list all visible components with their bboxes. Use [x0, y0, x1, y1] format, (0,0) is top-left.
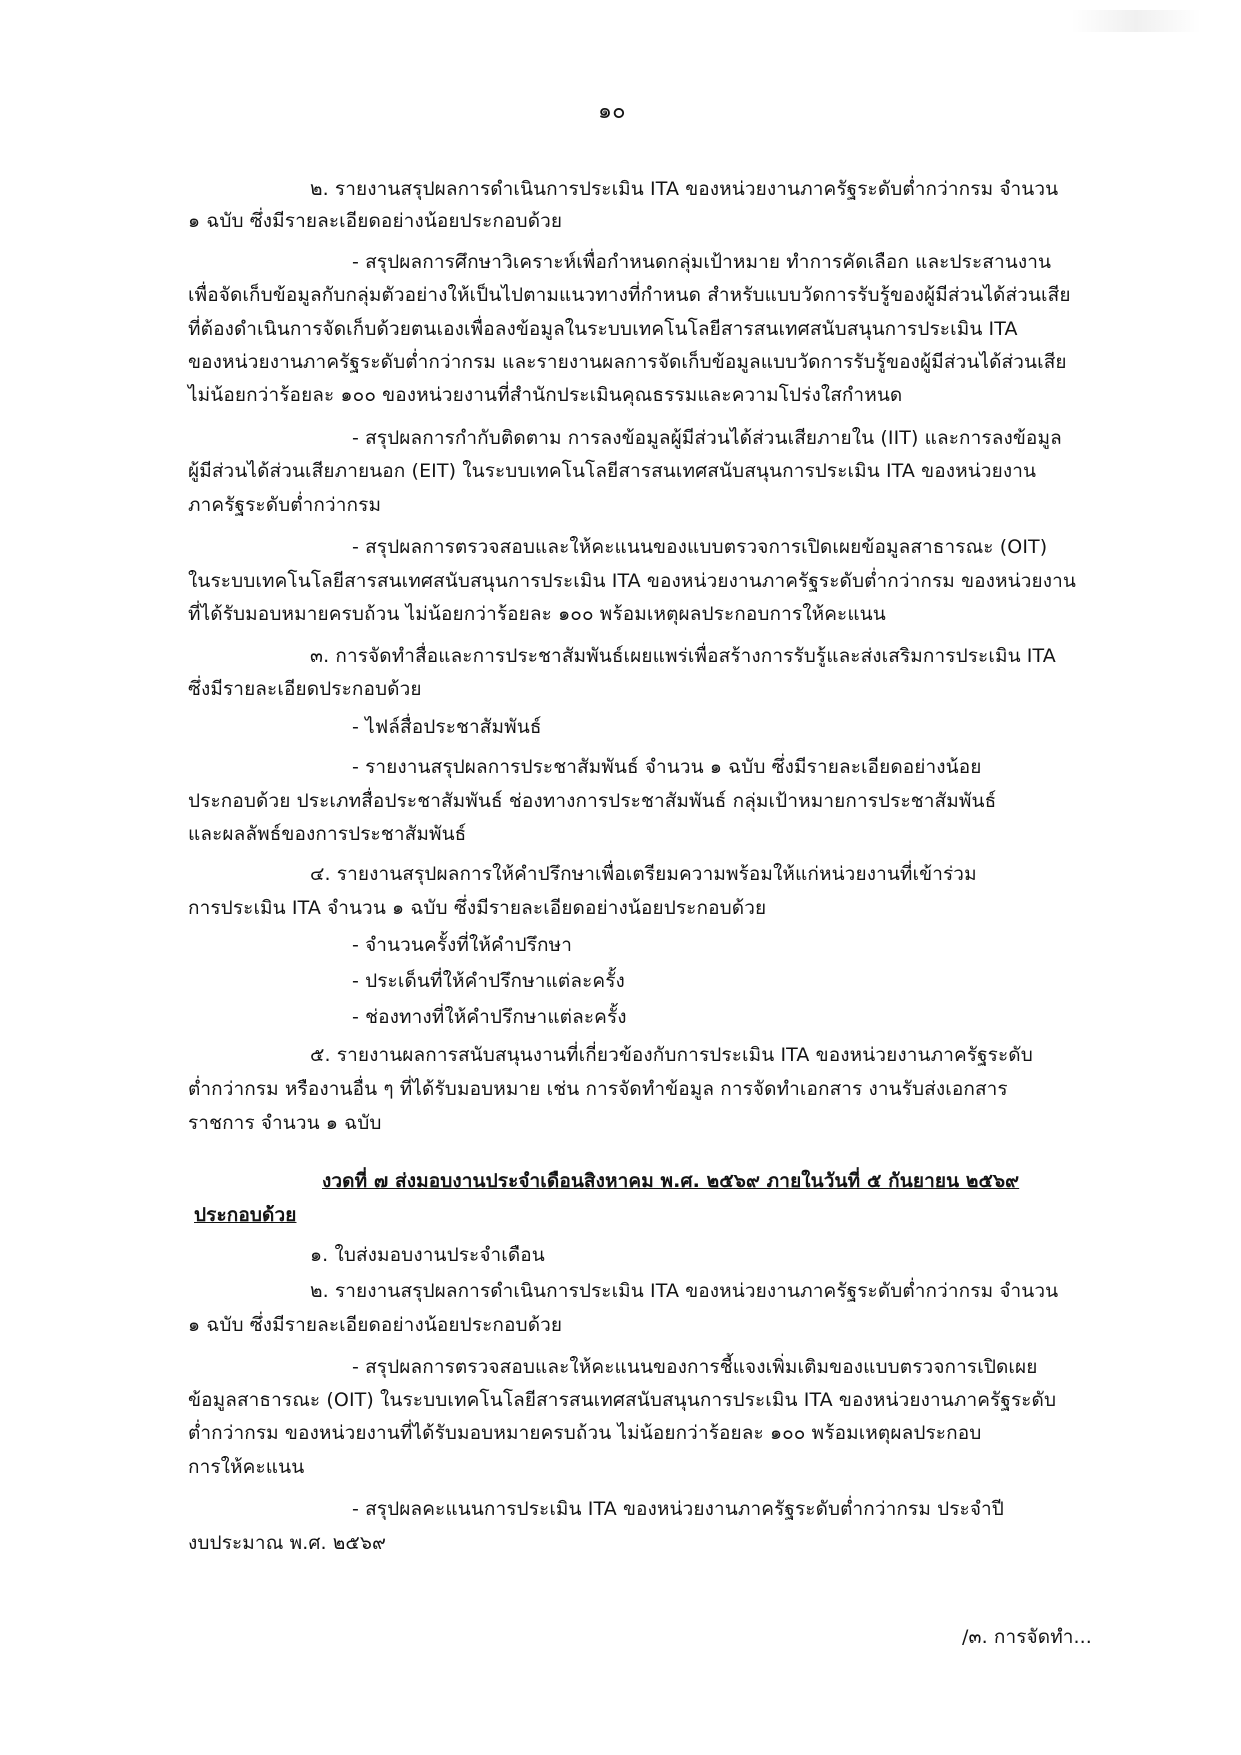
- text-line: - สรุปผลการศึกษาวิเคราะห์เพื่อกำหนดกลุ่มเป้าหมาย ทำการคัดเลือก และประสานงาน: [352, 251, 1052, 273]
- section-heading-cont: ประกอบด้วย: [194, 1204, 297, 1226]
- text-line: ของหน่วยงานภาครัฐระดับต่ำกว่ากรม และรายงานผลการจัดเก็บข้อมูลแบบวัดการรับรู้ของผู้มีส่วนได้ส่วนเสีย: [188, 351, 1067, 373]
- text-line: - จำนวนครั้งที่ให้คำปรึกษา: [352, 934, 573, 956]
- text-line: ภาครัฐระดับต่ำกว่ากรม: [188, 494, 382, 516]
- text-line: ราชการ จำนวน ๑ ฉบับ: [188, 1112, 382, 1134]
- text-line: - สรุปผลคะแนนการประเมิน ITA ของหน่วยงานภาครัฐระดับต่ำกว่ากรม ประจำปี: [352, 1498, 1004, 1520]
- text-line: - สรุปผลการตรวจสอบและให้คะแนนของการชี้แจงเพิ่มเติมของแบบตรวจการเปิดเผย: [352, 1356, 1038, 1378]
- scan-smudge: [1071, 10, 1201, 32]
- text-line: - ประเด็นที่ให้คำปรึกษาแต่ละครั้ง: [352, 970, 625, 992]
- text-line: ๕. รายงานผลการสนับสนุนงานที่เกี่ยวข้องกับการประเมิน ITA ของหน่วยงานภาครัฐระดับ: [310, 1044, 1033, 1066]
- text-line: ซึ่งมีรายละเอียดประกอบด้วย: [188, 678, 422, 700]
- text-line: ๑. ใบส่งมอบงานประจำเดือน: [310, 1244, 545, 1266]
- text-line: ที่ได้รับมอบหมายครบถ้วน ไม่น้อยกว่าร้อยละ ๑๐๐ พร้อมเหตุผลประกอบการให้คะแนน: [188, 603, 886, 625]
- text-line: - สรุปผลการตรวจสอบและให้คะแนนของแบบตรวจการเปิดเผยข้อมูลสาธารณะ (OIT): [352, 536, 1048, 558]
- text-line: ต่ำกว่ากรม หรืองานอื่น ๆ ที่ได้รับมอบหมาย เช่น การจัดทำข้อมูล การจัดทำเอกสาร งานรับส่งเอกสาร: [188, 1078, 1008, 1100]
- text-line: และผลลัพธ์ของการประชาสัมพันธ์: [188, 823, 467, 845]
- text-line: ที่ต้องดำเนินการจัดเก็บด้วยตนเองเพื่อลงข้อมูลในระบบเทคโนโลยีสารสนเทศสนับสนุนการประเมิน ITA: [188, 318, 1018, 340]
- text-line: เพื่อจัดเก็บข้อมูลกับกลุ่มตัวอย่างให้เป็นไปตามแนวทางที่กำหนด สำหรับแบบวัดการรับรู้ของผู้มีส่วนได้ส่วนเสีย: [188, 284, 1071, 306]
- text-line: ๑ ฉบับ ซึ่งมีรายละเอียดอย่างน้อยประกอบด้วย: [188, 210, 563, 232]
- footer-continuation: /๓. การจัดทำ...: [962, 1626, 1092, 1648]
- section-heading: งวดที่ ๗ ส่งมอบงานประจำเดือนสิงหาคม พ.ศ. ๒๕๖๙ ภายในวันที่ ๕ กันยายน ๒๕๖๙: [322, 1170, 1020, 1192]
- text-line: ไม่น้อยกว่าร้อยละ ๑๐๐ ของหน่วยงานที่สำนักประเมินคุณธรรมและความโปร่งใสกำหนด: [188, 384, 903, 406]
- text-line: - รายงานสรุปผลการประชาสัมพันธ์ จำนวน ๑ ฉบับ ซึ่งมีรายละเอียดอย่างน้อย: [352, 756, 982, 778]
- text-line: ผู้มีส่วนได้ส่วนเสียภายนอก (EIT) ในระบบเทคโนโลยีสารสนเทศสนับสนุนการประเมิน ITA ของหน่วยงาน: [188, 460, 1037, 482]
- text-line: งบประมาณ พ.ศ. ๒๕๖๙: [188, 1532, 387, 1554]
- text-line: - สรุปผลการกำกับติดตาม การลงข้อมูลผู้มีส่วนได้ส่วนเสียภายใน (IIT) และการลงข้อมูล: [352, 427, 1062, 449]
- text-line: ข้อมูลสาธารณะ (OIT) ในระบบเทคโนโลยีสารสนเทศสนับสนุนการประเมิน ITA ของหน่วยงานภาครัฐระดับ: [188, 1389, 1057, 1411]
- page-number: ๑๐: [598, 99, 626, 124]
- text-line: ๑ ฉบับ ซึ่งมีรายละเอียดอย่างน้อยประกอบด้วย: [188, 1314, 563, 1336]
- text-line: - ไฟล์สื่อประชาสัมพันธ์: [352, 716, 542, 738]
- text-line: ต่ำกว่ากรม ของหน่วยงานที่ได้รับมอบหมายครบถ้วน ไม่น้อยกว่าร้อยละ ๑๐๐ พร้อมเหตุผลประกอบ: [188, 1422, 982, 1444]
- text-line: ๒. รายงานสรุปผลการดำเนินการประเมิน ITA ของหน่วยงานภาครัฐระดับต่ำกว่ากรม จำนวน: [310, 1280, 1059, 1302]
- text-line: ประกอบด้วย ประเภทสื่อประชาสัมพันธ์ ช่องทางการประชาสัมพันธ์ กลุ่มเป้าหมายการประชาสัมพันธ์: [188, 790, 997, 812]
- text-line: ในระบบเทคโนโลยีสารสนเทศสนับสนุนการประเมิน ITA ของหน่วยงานภาครัฐระดับต่ำกว่ากรม ของหน่วยงาน: [188, 570, 1076, 592]
- text-line: การประเมิน ITA จำนวน ๑ ฉบับ ซึ่งมีรายละเอียดอย่างน้อยประกอบด้วย: [188, 897, 767, 919]
- text-line: ๓. การจัดทำสื่อและการประชาสัมพันธ์เผยแพร่เพื่อสร้างการรับรู้และส่งเสริมการประเมิน ITA: [310, 645, 1056, 667]
- text-line: ๒. รายงานสรุปผลการดำเนินการประเมิน ITA ของหน่วยงานภาครัฐระดับต่ำกว่ากรม จำนวน: [310, 178, 1059, 200]
- text-line: ๔. รายงานสรุปผลการให้คำปรึกษาเพื่อเตรียมความพร้อมให้แก่หน่วยงานที่เข้าร่วม: [310, 863, 977, 885]
- text-line: - ช่องทางที่ให้คำปรึกษาแต่ละครั้ง: [352, 1006, 627, 1028]
- text-line: การให้คะแนน: [188, 1456, 305, 1478]
